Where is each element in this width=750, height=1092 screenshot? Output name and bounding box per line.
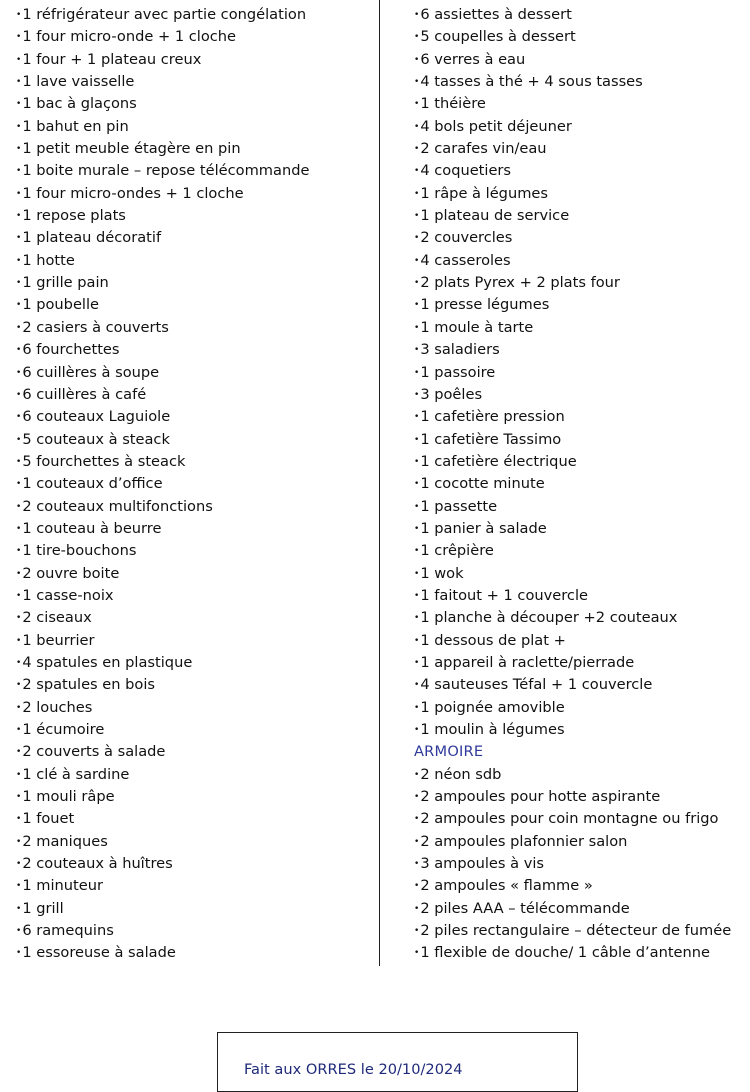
list-item [414,585,750,607]
item-label: 4 tasses à thé + 4 sous tasses [420,73,643,91]
bullet-icon: • [414,121,420,132]
bullet-icon: • [414,657,420,668]
bullet-icon: • [414,389,420,400]
item-label: 1 wok [420,564,464,582]
item-label: 1 râpe à légumes [420,184,548,202]
list-item [414,764,750,786]
list-item [16,317,376,339]
bullet-icon: • [16,233,22,244]
item-label: 1 passette [420,497,498,515]
list-item [414,406,750,428]
item-label: 1 beurrier [22,631,95,649]
item-label: 6 verres à eau [420,50,526,68]
list-item [414,138,750,160]
item-label: 2 casiers à couverts [22,318,169,336]
list-item [414,294,750,316]
bullet-icon: • [414,456,420,467]
list-item [16,294,376,316]
bullet-icon: • [16,903,22,914]
list-item [16,585,376,607]
item-label: 1 hotte [22,251,75,269]
item-label: 2 couverts à salade [22,743,166,761]
bullet-icon: • [16,10,22,20]
bullet-icon: • [414,255,420,266]
item-label: 6 couteaux Laguiole [22,408,171,426]
list-item [16,116,376,138]
bullet-icon: • [16,77,22,88]
list-item [16,697,376,719]
list-item [16,339,376,361]
bullet-icon: • [16,948,22,959]
bullet-icon: • [414,345,420,356]
list-item [16,741,376,763]
item-label: 2 louches [22,698,93,716]
bullet-icon: • [16,523,22,534]
bullet-icon: • [16,434,22,445]
list-item [16,764,376,786]
list-item [414,473,750,495]
bullet-icon: • [414,590,420,601]
item-label: 2 ciseaux [22,609,92,627]
bullet-icon: • [414,166,420,177]
bullet-icon: • [414,881,420,892]
list-item [16,4,376,26]
item-label: 1 minuteur [22,877,103,895]
list-item [414,227,750,249]
bullet-icon: • [16,702,22,713]
list-item [16,831,376,853]
item-label: 1 presse légumes [420,296,550,314]
bullet-icon: • [414,211,420,222]
list-item [414,697,750,719]
list-item [16,496,376,518]
list-item [414,362,750,384]
bullet-icon: • [414,635,420,646]
list-item [414,540,750,562]
bullet-icon: • [16,412,22,423]
list-item [414,652,750,674]
item-label: 1 cocotte minute [420,475,545,493]
list-item [414,563,750,585]
list-item [16,786,376,808]
list-item [414,205,750,227]
bullet-icon: • [414,32,420,43]
item-label: 1 cafetière électrique [420,452,577,470]
bullet-icon: • [16,278,22,289]
bullet-icon: • [16,590,22,601]
item-label: 1 cafetière pression [420,408,565,426]
item-label: 6 ramequins [22,922,114,940]
item-label: 1 poubelle [22,296,100,314]
bullet-icon: • [16,859,22,870]
bullet-icon: • [16,613,22,624]
item-label: 2 plats Pyrex + 2 plats four [420,274,620,292]
bullet-icon: • [16,345,22,356]
bullet-icon: • [16,747,22,758]
bullet-icon: • [16,255,22,266]
bullet-icon: • [16,725,22,735]
item-label: 1 couteaux d’office [22,475,163,493]
list-item [414,272,750,294]
item-label: 1 clé à sardine [22,765,130,783]
list-item [16,652,376,674]
list-item [16,272,376,294]
signature-box [217,1032,578,1092]
bullet-icon: • [414,792,420,803]
item-label: 4 sauteuses Téfal + 1 couvercle [420,676,653,694]
list-item [414,942,750,964]
item-label: 1 plateau décoratif [22,229,162,247]
item-label: 1 mouli râpe [22,788,115,806]
item-label: 1 essoreuse à salade [22,944,176,962]
item-label: 4 casseroles [420,251,511,269]
item-label: 2 piles rectangulaire – détecteur de fumée [420,922,732,940]
bullet-icon: • [414,926,420,937]
item-label: 6 cuillères à soupe [22,363,160,381]
bullet-icon: • [414,434,420,445]
item-label: 2 piles AAA – télécommande [420,899,630,917]
bullet-icon: • [414,680,420,691]
item-label: 2 ampoules plafonnier salon [420,832,628,850]
bullet-icon: • [414,859,420,870]
list-item [16,26,376,48]
bullet-icon: • [16,367,22,378]
item-label: 1 appareil à raclette/pierrade [420,653,635,671]
bullet-icon: • [414,769,420,780]
bullet-icon: • [16,300,22,311]
item-label: 1 réfrigérateur avec partie congélation [22,6,307,23]
item-label: 1 flexible de douche/ 1 câble d’antenne [420,944,711,962]
list-item [16,49,376,71]
bullet-icon: • [414,903,420,914]
list-item [16,808,376,830]
item-label: 3 poêles [420,385,483,403]
list-item [16,384,376,406]
list-item [414,607,750,629]
list-item [414,719,750,741]
bullet-icon: • [414,568,420,579]
bullet-icon: • [16,99,22,110]
bullet-icon: • [16,322,22,333]
list-item [16,429,376,451]
list-item [414,339,750,361]
item-label: 1 théière [420,95,486,113]
list-item [16,518,376,540]
list-item [16,362,376,384]
item-label: 1 four + 1 plateau creux [22,50,202,68]
bullet-icon: • [414,412,420,423]
bullet-icon: • [16,568,22,579]
bullet-icon: • [414,613,420,624]
list-item [414,116,750,138]
bullet-icon: • [414,10,420,20]
item-label: 1 petit meuble étagère en pin [22,140,241,158]
bullet-icon: • [16,389,22,400]
list-item [16,406,376,428]
bullet-icon: • [414,501,420,512]
bullet-icon: • [16,456,22,467]
item-label: 6 assiettes à dessert [420,6,572,23]
bullet-icon: • [414,77,420,88]
bullet-icon: • [16,635,22,646]
item-label: 1 moule à tarte [420,318,534,336]
bullet-icon: • [16,166,22,177]
list-item [16,875,376,897]
item-label: 1 boite murale – repose télécommande [22,162,310,180]
list-item [16,898,376,920]
item-label: 1 casse-noix [22,586,114,604]
bullet-icon: • [16,836,22,847]
item-label: 5 fourchettes à steack [22,452,186,470]
item-label: 3 saladiers [420,341,500,359]
list-item [414,49,750,71]
list-item [16,451,376,473]
bullet-icon: • [414,144,420,155]
bullet-icon: • [16,479,22,490]
list-item [16,719,376,741]
bullet-icon: • [16,657,22,668]
item-label: 2 couteaux multifonctions [22,497,213,515]
list-item [16,473,376,495]
item-label: 6 cuillères à café [22,385,147,403]
item-label: 5 coupelles à dessert [420,28,576,46]
item-label: 2 ouvre boite [22,564,120,582]
bullet-icon: • [414,814,420,825]
kitchen-items-list [414,4,750,741]
item-label: 6 fourchettes [22,341,120,359]
item-label: 1 four micro-ondes + 1 cloche [22,184,244,202]
bullet-icon: • [16,501,22,512]
bullet-icon: • [414,300,420,311]
item-label: 1 planche à découper +2 couteaux [420,609,678,627]
column-divider [379,0,380,966]
item-label: 4 spatules en plastique [22,653,193,671]
item-label: 1 bahut en pin [22,117,129,135]
bullet-icon: • [16,32,22,43]
bullet-icon: • [16,144,22,155]
bullet-icon: • [16,680,22,691]
item-label: 5 couteaux à steack [22,430,170,448]
bullet-icon: • [16,211,22,222]
list-item [16,853,376,875]
list-item [414,183,750,205]
list-item [414,831,750,853]
list-item [414,630,750,652]
bullet-icon: • [16,188,22,199]
list-item [16,250,376,272]
list-item [16,205,376,227]
item-label: 1 grille pain [22,274,109,292]
left-inventory-column [16,4,376,965]
item-label: 1 tire-bouchons [22,542,137,560]
list-item [414,26,750,48]
list-item [16,138,376,160]
list-item [16,942,376,964]
list-item [414,451,750,473]
list-item [414,93,750,115]
bullet-icon: • [414,367,420,378]
bullet-icon: • [414,702,420,713]
item-label: 1 moulin à légumes [420,721,565,738]
list-item [414,71,750,93]
item-label: 2 ampoules pour coin montagne ou frigo [420,810,719,828]
bullet-icon: • [16,54,22,65]
list-item [414,808,750,830]
item-label: 4 bols petit déjeuner [420,117,572,135]
item-label: 3 ampoules à vis [420,855,544,873]
list-item [414,160,750,182]
item-label: 1 repose plats [22,207,126,225]
list-item [414,429,750,451]
item-label: 1 grill [22,899,64,917]
list-item [16,227,376,249]
bullet-icon: • [414,546,420,557]
list-item [16,540,376,562]
bullet-icon: • [16,121,22,132]
bullet-icon: • [414,725,420,735]
list-item [16,630,376,652]
footer-date-place: Fait aux ORRES le 20/10/2024 [244,1061,463,1078]
item-label: 2 couteaux à huîtres [22,855,173,873]
list-item [414,384,750,406]
list-item [414,317,750,339]
item-label: 2 maniques [22,832,108,850]
list-item [414,250,750,272]
bullet-icon: • [414,322,420,333]
item-label: 1 fouet [22,810,75,828]
item-label: 1 crêpière [420,542,494,560]
bullet-icon: • [16,926,22,937]
list-item [414,853,750,875]
item-label: 1 faitout + 1 couvercle [420,586,588,604]
bullet-icon: • [414,948,420,959]
bullet-icon: • [414,233,420,244]
item-label: 1 plateau de service [420,207,570,225]
item-label: 2 ampoules « flamme » [420,877,593,895]
item-label: 2 couvercles [420,229,513,247]
item-label: 1 dessous de plat + [420,631,566,649]
bullet-icon: • [414,523,420,534]
list-item [414,786,750,808]
item-label: 4 coquetiers [420,162,512,180]
item-label: 1 écumoire [22,721,105,738]
item-label: 1 poignée amovible [420,698,565,716]
item-label: 2 spatules en bois [22,676,156,694]
bullet-icon: • [414,188,420,199]
list-item [16,93,376,115]
list-item [414,518,750,540]
list-item [16,71,376,93]
list-item [16,563,376,585]
list-item [414,898,750,920]
list-item [16,607,376,629]
right-inventory-column [414,4,750,965]
list-item [16,183,376,205]
bullet-icon: • [414,836,420,847]
bullet-icon: • [414,479,420,490]
list-item [16,160,376,182]
armoire-items-list [414,764,750,965]
list-item [414,496,750,518]
list-item [414,674,750,696]
list-item [414,920,750,942]
item-label: 1 cafetière Tassimo [420,430,562,448]
list-item [16,674,376,696]
section-title-armoire: ARMOIRE [414,743,484,761]
item-label: 1 lave vaisselle [22,73,135,91]
item-label: 1 passoire [420,363,496,381]
list-item [414,875,750,897]
item-label: 2 carafes vin/eau [420,140,547,158]
bullet-icon: • [414,54,420,65]
item-label: 1 panier à salade [420,519,547,537]
list-item [16,920,376,942]
bullet-icon: • [414,99,420,110]
item-label: 2 ampoules pour hotte aspirante [420,788,661,806]
bullet-icon: • [414,278,420,289]
list-item [414,4,750,26]
item-label: 2 néon sdb [420,765,502,783]
bullet-icon: • [16,792,22,803]
bullet-icon: • [16,881,22,892]
bullet-icon: • [16,769,22,780]
item-label: 1 couteau à beurre [22,519,162,537]
bullet-icon: • [16,546,22,557]
item-label: 1 four micro-onde + 1 cloche [22,28,237,46]
item-label: 1 bac à glaçons [22,95,137,113]
bullet-icon: • [16,814,22,825]
